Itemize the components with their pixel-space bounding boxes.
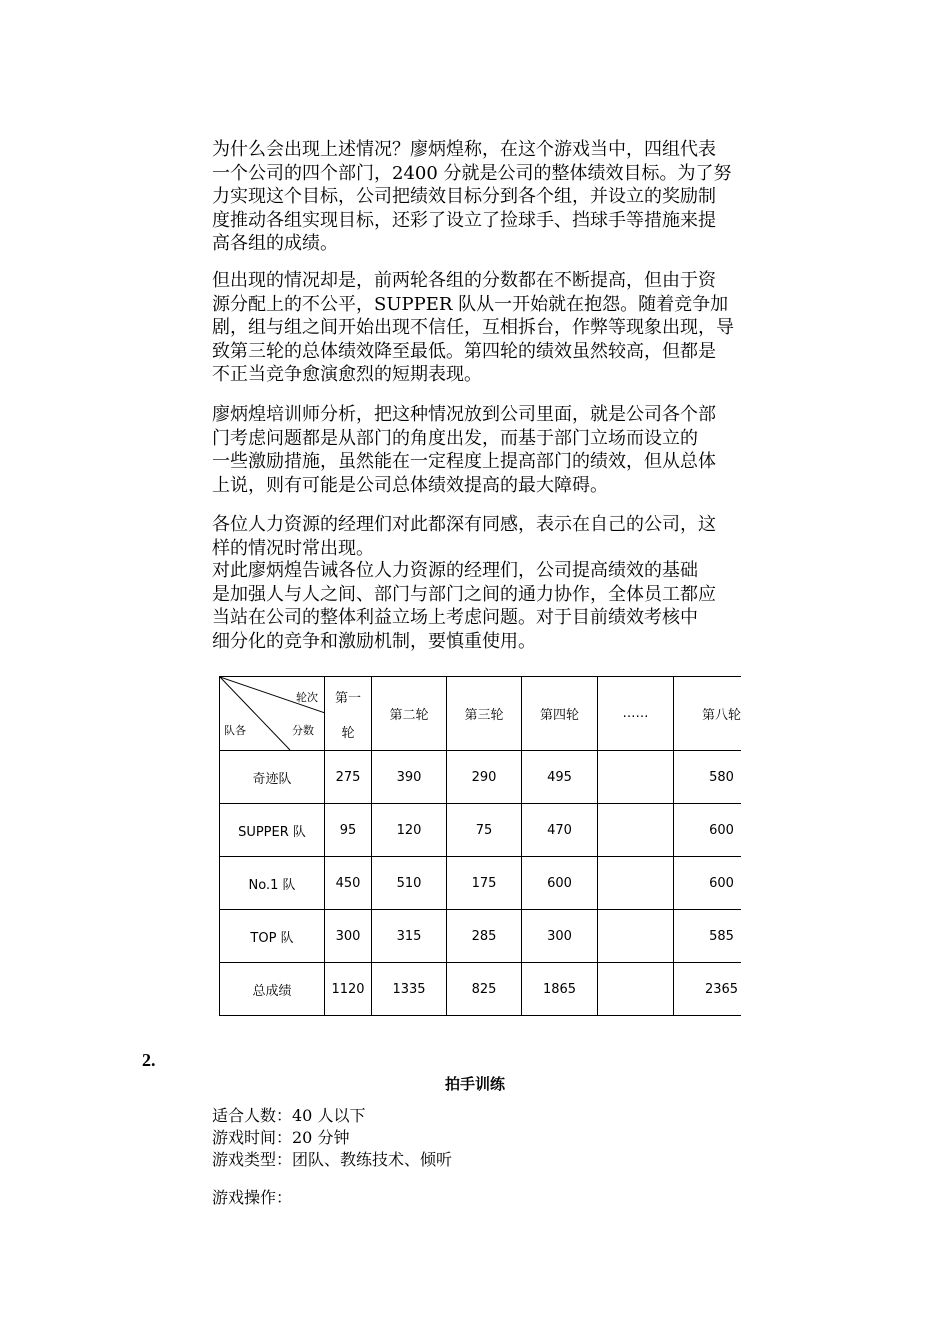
- table-row: [220, 857, 742, 910]
- table-header-row: [220, 677, 742, 751]
- text-line: 当站在公司的整体利益立场上考虑问题。对于目前绩效考核中: [212, 607, 698, 628]
- score-cell: 300: [522, 910, 598, 963]
- text-line: 是加强人与人之间、部门与部门之间的通力协作，全体员工都应: [212, 583, 716, 605]
- team-name-cell: No.1 队: [220, 857, 325, 910]
- score-cell: 600: [674, 857, 742, 910]
- score-cell: 495: [522, 751, 598, 804]
- score-cell: 600: [674, 804, 742, 857]
- paragraph-reason: [212, 138, 742, 256]
- table-row: [220, 804, 742, 857]
- text-line: 门考虑问题都是从部门的角度出发，而基于部门立场而设立的: [212, 427, 698, 449]
- diagonal-lines: [220, 677, 325, 750]
- total-score-cell: 2365: [674, 963, 742, 1016]
- text-line: 剧，组与组之间开始出现不信任，互相拆台，作弊等现象出现，导: [212, 317, 734, 338]
- table-row: [220, 751, 742, 804]
- score-cell: 585: [674, 910, 742, 963]
- text-line: 廖炳煌培训师分析，把这种情况放到公司里面，就是公司各个部: [212, 404, 716, 425]
- column-header: ……: [598, 677, 674, 751]
- total-score-cell: 1120: [325, 963, 372, 1016]
- total-score-cell: 1335: [372, 963, 447, 1016]
- score-cell: 95: [325, 804, 372, 857]
- info-duration: 游戏时间：20 分钟: [212, 1128, 350, 1147]
- paragraph-agreement: [212, 513, 742, 560]
- column-header: 第三轮: [447, 677, 522, 751]
- score-cell: 510: [372, 857, 447, 910]
- round-corner-label: 轮次: [296, 691, 318, 704]
- total-label-cell: 总成绩: [220, 963, 325, 1016]
- paragraph-advice: [212, 559, 742, 653]
- text-line: 不正当竞争愈演愈烈的短期表现。: [212, 364, 482, 385]
- team-name-cell: 奇迹队: [220, 751, 325, 804]
- text-line: 度推动各组实现目标，还彩了设立了捡球手、挡球手等措施来提: [212, 209, 716, 231]
- score-cell: 315: [372, 910, 447, 963]
- score-cell: 580: [674, 751, 742, 804]
- score-table: [219, 676, 741, 1016]
- total-score-cell: 1865: [522, 963, 598, 1016]
- score-cell: [598, 910, 674, 963]
- info-game-type: 游戏类型：团队、教练技术、倾听: [212, 1150, 453, 1169]
- text-line: 细分化的竞争和激励机制，要慎重使用。: [212, 630, 536, 652]
- column-header: 第二轮: [372, 677, 447, 751]
- text-line: 高各组的成绩。: [212, 233, 338, 254]
- text-line: 源分配上的不公平，SUPPER 队从一开始就在抱怨。随着竞争加: [212, 293, 729, 315]
- total-score-cell: [598, 963, 674, 1016]
- score-cell: [598, 857, 674, 910]
- total-score-cell: 825: [447, 963, 522, 1016]
- score-cell: 300: [325, 910, 372, 963]
- team-name-cell: TOP 队: [220, 910, 325, 963]
- text-line: 但出现的情况却是，前两轮各组的分数都在不断提高，但由于资: [212, 270, 716, 291]
- score-cell: 120: [372, 804, 447, 857]
- score-cell: 275: [325, 751, 372, 804]
- diagonal-header-cell: [220, 677, 325, 751]
- team-corner-label: 队各: [224, 724, 246, 737]
- text-line: 致第三轮的总体绩效降至最低。第四轮的绩效虽然较高，但都是: [212, 340, 716, 362]
- info-operation-heading: 游戏操作：: [212, 1188, 293, 1207]
- text-line: 一些激励措施，虽然能在一定程度上提高部门的绩效，但从总体: [212, 451, 716, 472]
- score-cell: 470: [522, 804, 598, 857]
- score-cell: 75: [447, 804, 522, 857]
- team-name-cell: SUPPER 队: [220, 804, 325, 857]
- column-header: 第八轮: [674, 677, 742, 751]
- header-text: 第一: [334, 690, 361, 706]
- column-header-round-1: [325, 677, 372, 751]
- text-line: 样的情况时常出现。: [212, 537, 374, 559]
- text-line: 力实现这个目标，公司把绩效目标分到各个组，并设立的奖励制: [212, 186, 716, 207]
- score-table-container: [219, 676, 741, 1024]
- section-title: 拍手训练: [444, 1075, 505, 1093]
- info-participants: 适合人数：40 人以下: [212, 1106, 366, 1125]
- score-cell: 600: [522, 857, 598, 910]
- table-total-row: [220, 963, 742, 1016]
- table-row: [220, 910, 742, 963]
- score-cell: 450: [325, 857, 372, 910]
- paragraph-analysis: [212, 403, 742, 497]
- score-cell: 285: [447, 910, 522, 963]
- score-corner-label: 分数: [292, 724, 314, 737]
- text-line: 为什么会出现上述情况？廖炳煌称，在这个游戏当中，四组代表: [212, 139, 716, 160]
- paragraph-situation: [212, 269, 742, 387]
- score-cell: 290: [447, 751, 522, 804]
- score-cell: 175: [447, 857, 522, 910]
- text-line: 对此廖炳煌告诫各位人力资源的经理们，公司提高绩效的基础: [212, 560, 698, 581]
- score-cell: [598, 751, 674, 804]
- score-cell: [598, 804, 674, 857]
- column-header: 第四轮: [522, 677, 598, 751]
- header-text: 轮: [341, 725, 355, 741]
- text-line: 上说，则有可能是公司总体绩效提高的最大障碍。: [212, 474, 608, 496]
- score-cell: 390: [372, 751, 447, 804]
- section-number: 2.: [142, 1050, 156, 1070]
- text-line: 一个公司的四个部门，2400 分就是公司的整体绩效目标。为了努: [212, 162, 732, 184]
- text-line: 各位人力资源的经理们对此都深有同感，表示在自己的公司，这: [212, 514, 716, 535]
